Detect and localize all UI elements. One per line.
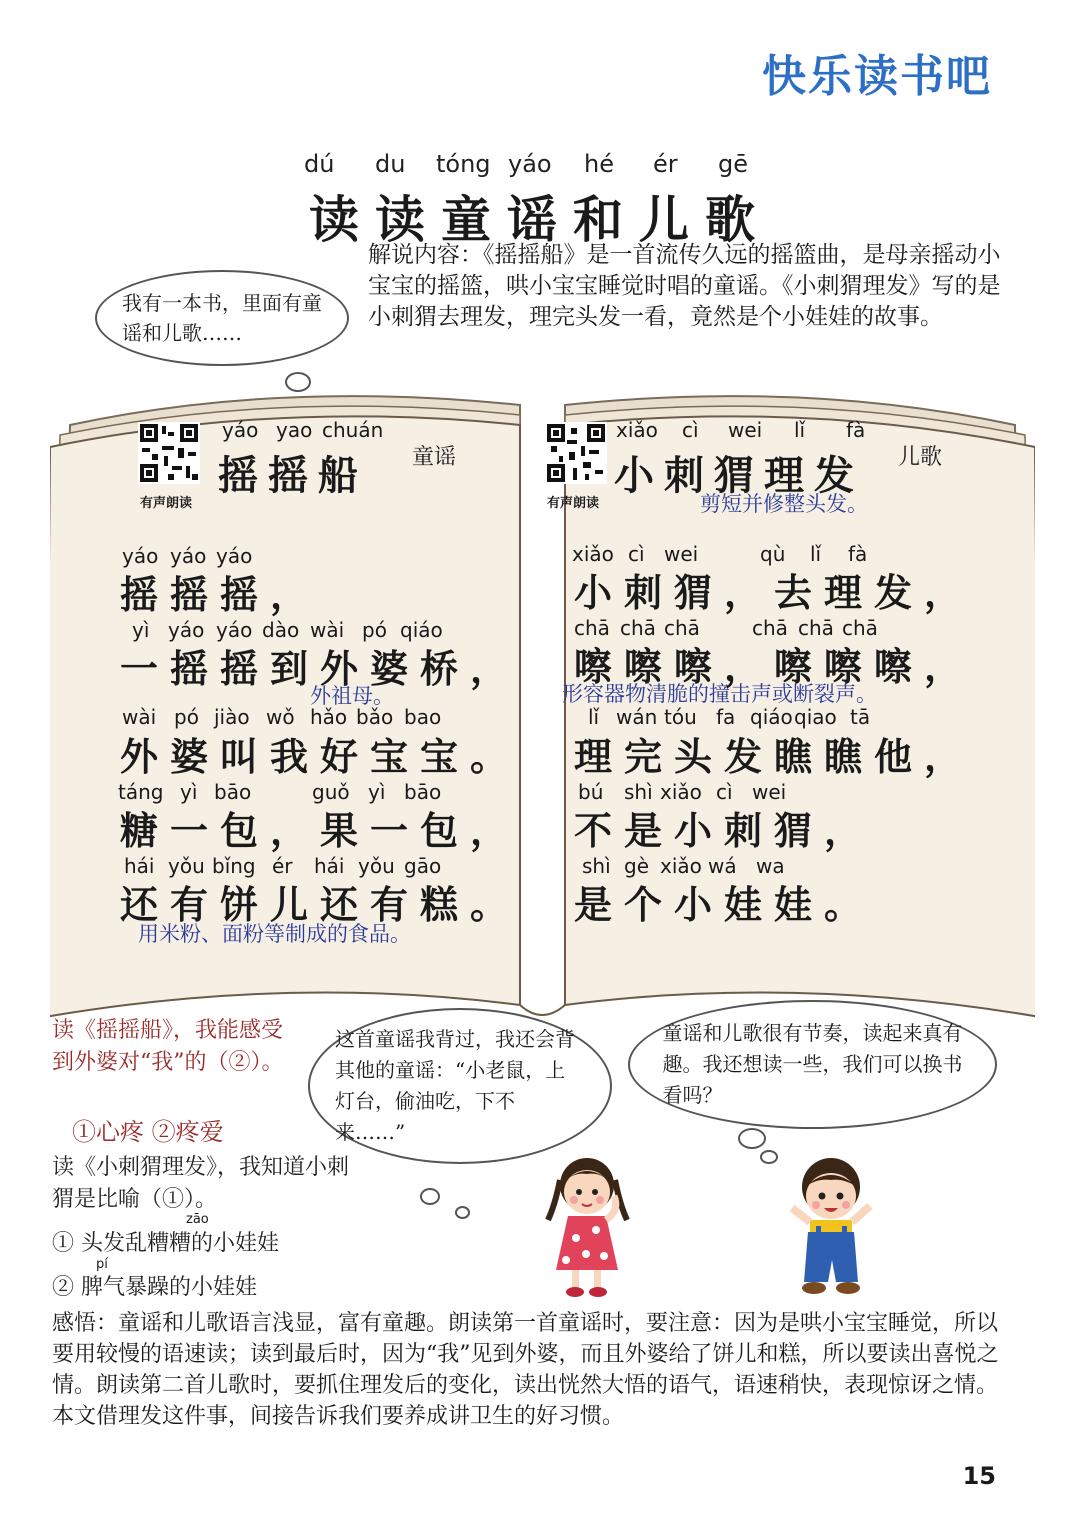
annotation-note: 形容器物清脆的撞击声或断裂声。 (562, 682, 877, 706)
pinyin: bǎo (356, 705, 394, 729)
poem-line: 理完头发瞧瞧他， (574, 734, 975, 779)
pinyin: cì (716, 780, 733, 804)
pinyin: lǐ (810, 542, 822, 566)
annotation-note: 用米粉、面粉等制成的食品。 (138, 922, 411, 946)
annotation-note: 外祖母。 (310, 684, 394, 708)
pinyin: qiáo (400, 618, 443, 642)
boy-illustration (776, 1152, 886, 1302)
pinyin: chā (664, 616, 700, 640)
pinyin: yǒu (168, 854, 205, 878)
thought-bubble-girl (308, 1008, 612, 1164)
pinyin: pí (96, 1257, 108, 1272)
pinyin: zāo (186, 1212, 209, 1227)
pinyin: pó (362, 618, 387, 642)
pinyin: qù (760, 542, 786, 566)
pinyin: tóu (664, 705, 697, 729)
question-1-options: ①心疼 ②疼爱 (72, 1118, 224, 1146)
summary-text: 感悟：童谣和儿歌语言浅显，富有童趣。朗读第一首童谣时，要注意：因为是哄小宝宝睡觉，所以要用较慢的语速读；读到最后时，因为“我”见到外婆，而且外婆给了饼儿和糕，所以要读出喜悦之情。朗读第二首儿歌时，要抓住理发后的变化，读出恍然大悟的语气，语速稍快，表现惊讶之情。本文借理发这件事，间接告诉我们要养成讲卫生的好习惯。 (52, 1311, 999, 1429)
audio-reading-label: 有声朗读 (547, 496, 600, 511)
pinyin: hái (314, 854, 345, 878)
annotation-note: 剪短并修整头发。 (700, 492, 868, 516)
poem-line: 一摇摇到外婆桥， (120, 646, 521, 691)
pinyin: wá (708, 854, 737, 878)
pinyin: fà (848, 542, 868, 566)
intro-text: 解说内容：《摇摇船》是一首流传久远的摇篮曲，是母亲摇动小宝宝的摇篮，哄小宝宝睡觉时唱的童谣。《小刺猬理发》写的是小刺猬去理发，理完头发一看，竟然是个小娃娃的故事。 (368, 242, 1001, 330)
pinyin: gē (718, 150, 748, 178)
section-title: 快乐读书吧 (762, 51, 992, 102)
pinyin: yáo (508, 150, 552, 178)
pinyin: guǒ (312, 780, 350, 804)
pinyin: gāo (404, 854, 442, 878)
pinyin: chuán (322, 418, 384, 442)
pinyin: qiao (794, 705, 837, 729)
pinyin: shì (624, 780, 653, 804)
audio-reading-label: 有声朗读 (140, 496, 193, 511)
pinyin: chā (620, 616, 656, 640)
pinyin: dào (262, 618, 300, 642)
pinyin: xiǎo (572, 542, 614, 566)
pinyin: bú (578, 780, 604, 804)
pinyin: yǒu (358, 854, 395, 878)
pinyin: fa (716, 705, 736, 729)
pinyin: dú (304, 150, 335, 178)
pinyin: jiào (214, 705, 250, 729)
pinyin: bǐng (212, 854, 256, 878)
pinyin: du (375, 150, 406, 178)
pinyin: yáo (216, 618, 253, 642)
question-1-text: 读《摇摇船》，我能感受到外婆对“我”的（②）。 (52, 1018, 284, 1075)
poem-line: 外婆叫我好宝宝。 (120, 734, 521, 779)
pinyin: táng (118, 780, 164, 804)
pinyin: yáo (168, 618, 205, 642)
pinyin: bāo (214, 780, 252, 804)
pinyin: hǎo (310, 705, 348, 729)
poem-line: 是个小娃娃。 (574, 882, 875, 927)
pinyin: cì (628, 542, 645, 566)
poem-line: 小刺猬，去理发， (574, 570, 975, 615)
line-pinyin (0, 854, 1080, 880)
pinyin: chā (842, 616, 878, 640)
pinyin: yì (132, 618, 150, 642)
pinyin: lǐ (588, 705, 600, 729)
poem-title: 摇摇船 (218, 452, 368, 499)
bubble-text: 这首童谣我背过，我还会背其他的童谣：“小老鼠，上灯台，偷油吃，下不来……” (335, 1027, 575, 1144)
page-title: 读读童谣和儿歌 (309, 190, 771, 249)
pinyin: hái (124, 854, 155, 878)
pinyin: yáo (122, 544, 159, 568)
question-2-option-2: ② 脾气暴躁的小娃娃 (52, 1275, 257, 1300)
pinyin: yáo (216, 544, 253, 568)
pinyin: wán (616, 705, 658, 729)
pinyin: chā (574, 616, 610, 640)
bubble-dot (738, 1128, 766, 1149)
pinyin: yáo (170, 544, 207, 568)
pinyin: xiǎo (660, 854, 702, 878)
pinyin: yáo (222, 418, 259, 442)
thought-bubble-boy (628, 1000, 997, 1129)
poem-line: 糖一包，果一包， (120, 808, 521, 853)
pinyin: tóng (436, 150, 491, 178)
pinyin: chā (752, 616, 788, 640)
pinyin: wei (664, 542, 699, 566)
pinyin: fà (846, 418, 866, 442)
title-pinyin (0, 150, 1080, 184)
question-2-option-1: ① 头发乱糟糟的小娃娃 (52, 1231, 279, 1256)
pinyin: lǐ (794, 418, 806, 442)
pinyin: gè (624, 854, 649, 878)
genre-label: 童谣 (412, 445, 457, 470)
bubble-dot (455, 1206, 470, 1219)
thought-bubble-top (95, 270, 349, 366)
genre-label: 儿歌 (898, 445, 943, 470)
pinyin: wǒ (266, 705, 295, 729)
pinyin: pó (174, 705, 199, 729)
pinyin: shì (582, 854, 611, 878)
bubble-text: 我有一本书，里面有童谣和儿歌…… (122, 291, 322, 345)
pinyin: wa (756, 854, 785, 878)
bubble-text: 童谣和儿歌很有节奏，读起来真有趣。我还想读一些，我们可以换书看吗？ (662, 1021, 963, 1107)
pinyin: bao (404, 705, 442, 729)
pinyin: wài (122, 705, 157, 729)
girl-illustration (540, 1150, 635, 1300)
page-number: 15 (962, 1462, 996, 1490)
pinyin: cì (682, 418, 699, 442)
bubble-dot (420, 1188, 440, 1205)
pinyin: ér (653, 150, 678, 178)
poem-line: 嚓嚓嚓，嚓嚓嚓， (574, 644, 975, 689)
pinyin: bāo (404, 780, 442, 804)
pinyin: xiǎo (616, 418, 658, 442)
pinyin: wei (728, 418, 763, 442)
line-pinyin (0, 780, 1080, 806)
pinyin: wài (310, 618, 345, 642)
pinyin: yao (276, 418, 313, 442)
poem-line: 还有饼儿还有糕。 (120, 882, 521, 927)
pinyin: yì (368, 780, 386, 804)
pinyin: hé (584, 150, 614, 178)
pinyin: ér (272, 854, 293, 878)
poem-line: 不是小刺猬， (574, 808, 875, 853)
pinyin: xiǎo (660, 780, 702, 804)
pinyin: wei (752, 780, 787, 804)
poem-line: 摇摇摇， (120, 572, 321, 617)
pinyin: tā (850, 705, 871, 729)
pinyin: yì (180, 780, 198, 804)
pinyin: chā (798, 616, 834, 640)
question-2-text: 读《小刺猬理发》，我知道小刺猬是比喻（①）。 (52, 1155, 350, 1212)
poem-title: 小刺猬理发 (614, 452, 864, 499)
pinyin: qiáo (750, 705, 793, 729)
